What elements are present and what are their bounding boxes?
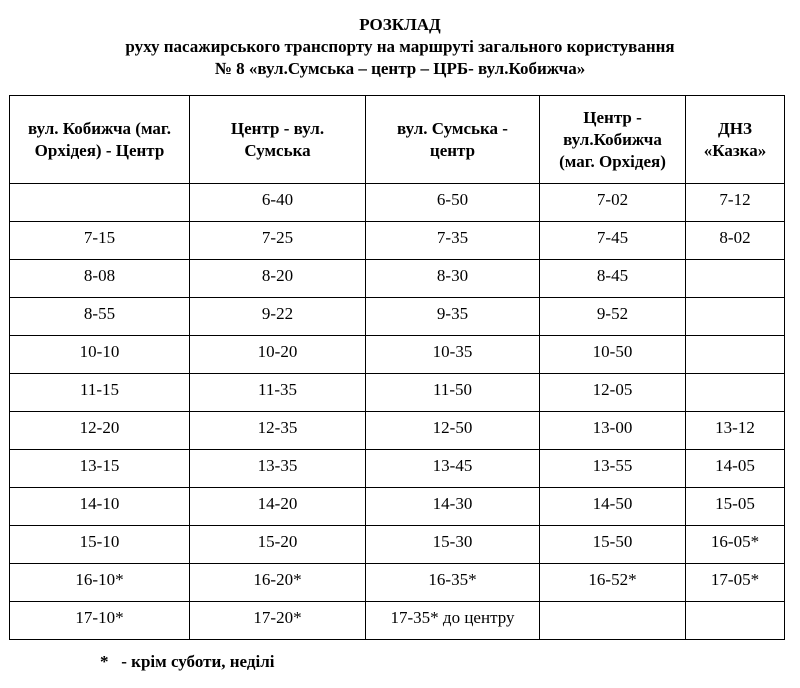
table-cell: 15-50 — [540, 526, 686, 564]
table-row — [10, 526, 785, 564]
table-cell: 10-10 — [10, 336, 190, 374]
table-cell: 9-52 — [540, 298, 686, 336]
document-title: РОЗКЛАД — [359, 15, 441, 34]
table-cell: 7-25 — [190, 222, 366, 260]
schedule-table — [9, 95, 785, 640]
table-row — [10, 222, 785, 260]
header-sumska-centre — [366, 96, 540, 184]
header-line: «Казка» — [703, 140, 767, 160]
table-cell: 17-20* — [190, 602, 366, 640]
table-cell: 16-05* — [686, 526, 785, 564]
table-row — [10, 488, 785, 526]
table-cell: 11-50 — [366, 374, 540, 412]
table-cell: 7-45 — [540, 222, 686, 260]
table-cell: 11-15 — [10, 374, 190, 412]
table-cell: 8-30 — [366, 260, 540, 298]
table-cell: 8-02 — [686, 222, 785, 260]
table-cell: 15-05 — [686, 488, 785, 526]
table-cell: 10-35 — [366, 336, 540, 374]
table-row — [10, 564, 785, 602]
table-cell: 14-05 — [686, 450, 785, 488]
table-cell: 7-35 — [366, 222, 540, 260]
table-cell: 14-20 — [190, 488, 366, 526]
header-line: вул.Кобижча — [563, 129, 662, 149]
table-cell: 12-35 — [190, 412, 366, 450]
document-subtitle-line1: руху пасажирського транспорту на маршруті загального користування — [125, 37, 675, 56]
table-cell: 15-20 — [190, 526, 366, 564]
table-cell: 13-15 — [10, 450, 190, 488]
header-line: вул. Кобижча (маг. — [28, 118, 171, 138]
footnote: * - крім суботи, неділі — [100, 652, 275, 671]
header-line: Центр - — [583, 107, 642, 127]
table-row — [10, 184, 785, 222]
table-cell: 7-12 — [686, 184, 785, 222]
table-cell: 13-55 — [540, 450, 686, 488]
header-kobyzhcha-centre — [10, 96, 190, 184]
table-cell: 13-35 — [190, 450, 366, 488]
table-cell: 12-20 — [10, 412, 190, 450]
header-line: Орхідея) - Центр — [34, 140, 165, 160]
table-row — [10, 450, 785, 488]
table-row — [10, 412, 785, 450]
table-cell — [686, 336, 785, 374]
table-cell: 14-50 — [540, 488, 686, 526]
table-cell: 8-08 — [10, 260, 190, 298]
header-line: центр — [429, 140, 476, 160]
table-cell: 7-15 — [10, 222, 190, 260]
header-centre-sumska — [190, 96, 366, 184]
header-line: Сумська — [244, 140, 311, 160]
header-centre-kobyzhcha — [540, 96, 686, 184]
header-line: ДНЗ — [718, 118, 752, 138]
table-cell: 14-30 — [366, 488, 540, 526]
table-cell: 12-50 — [366, 412, 540, 450]
table-cell: 7-02 — [540, 184, 686, 222]
table-cell — [686, 602, 785, 640]
table-cell: 13-45 — [366, 450, 540, 488]
table-cell — [686, 374, 785, 412]
table-cell — [10, 184, 190, 222]
table-row — [10, 602, 785, 640]
table-cell: 13-12 — [686, 412, 785, 450]
table-cell: 11-35 — [190, 374, 366, 412]
header-line: вул. Сумська - — [397, 118, 508, 138]
table-cell: 17-05* — [686, 564, 785, 602]
table-cell: 16-10* — [10, 564, 190, 602]
table-cell: 6-50 — [366, 184, 540, 222]
header-line: (маг. Орхідея) — [559, 151, 666, 171]
table-cell: 9-22 — [190, 298, 366, 336]
header-line: Центр - вул. — [230, 118, 325, 138]
table-cell: 17-35* до центру — [366, 602, 540, 640]
table-cell: 16-52* — [540, 564, 686, 602]
table-cell: 8-20 — [190, 260, 366, 298]
table-cell: 17-10* — [10, 602, 190, 640]
schedule-body — [10, 184, 785, 640]
document-header — [0, 14, 800, 80]
table-cell: 8-45 — [540, 260, 686, 298]
table-row — [10, 374, 785, 412]
table-cell — [686, 260, 785, 298]
table-cell: 9-35 — [366, 298, 540, 336]
table-cell: 14-10 — [10, 488, 190, 526]
table-row — [10, 298, 785, 336]
header-dnz-kazka — [686, 96, 785, 184]
table-cell: 10-50 — [540, 336, 686, 374]
table-cell: 6-40 — [190, 184, 366, 222]
table-row — [10, 260, 785, 298]
table-cell — [540, 602, 686, 640]
table-cell: 8-55 — [10, 298, 190, 336]
table-cell: 13-00 — [540, 412, 686, 450]
table-row — [10, 336, 785, 374]
table-cell: 15-30 — [366, 526, 540, 564]
table-cell: 16-20* — [190, 564, 366, 602]
document-subtitle-line2: № 8 «вул.Сумська – центр – ЦРБ- вул.Кобижча» — [214, 59, 586, 78]
table-cell: 15-10 — [10, 526, 190, 564]
table-header-row — [10, 96, 785, 184]
table-cell: 16-35* — [366, 564, 540, 602]
table-cell: 12-05 — [540, 374, 686, 412]
table-cell: 10-20 — [190, 336, 366, 374]
table-cell — [686, 298, 785, 336]
